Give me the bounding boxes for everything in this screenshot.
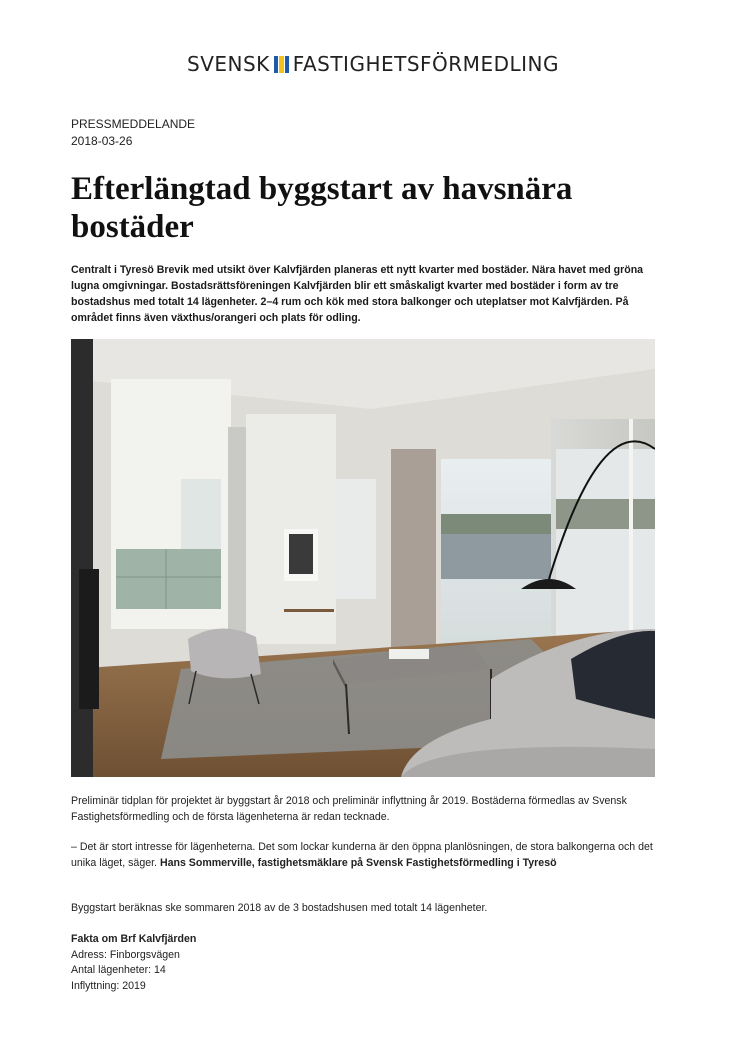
facts-moving-in: Inflyttning: 2019 (71, 979, 146, 992)
logo-text-right: FASTIGHETSFÖRMEDLING (292, 52, 559, 76)
facts-address: Adress: Finborgsvägen (71, 948, 180, 961)
facts-title: Fakta om Brf Kalvfjärden (71, 933, 197, 945)
company-logo (0, 52, 746, 76)
flag-icon (274, 56, 290, 73)
lead-paragraph: Centralt i Tyresö Brevik med utsikt över Kalvfjärden planeras ett nytt kvarter med bostäder. Nära havet med gröna lugna omgivningar. Bostadsrättsföreningen Kalvfjärden blir ett småskaligt kvarter med bostäder i form av tre bostadshus med totalt 14 lägenheter. 2–4 rum och kök med stora balkonger och uteplatser mot Kalvfjärden. På området finns även växthus/orangeri och plats för odling. (71, 264, 644, 324)
body-paragraph-3: Byggstart beräknas ske sommaren 2018 av de 3 bostadshusen med totalt 14 lägenheter. (71, 902, 488, 914)
page-title: Efterlängtad byggstart av havsnära bostäder (71, 171, 573, 245)
quote-attribution: Hans Sommerville, fastighetsmäklare på Svensk Fastighetsförmedling i Tyresö (159, 856, 557, 869)
document-date: 2018-03-26 (71, 134, 133, 148)
body-paragraph-2 (71, 840, 657, 871)
body-paragraph-1: Preliminär tidplan för projektet är byggstart år 2018 och preliminär inflyttning år 2019. Bostäderna förmedlas av Svensk Fastighetsförmedling och de första lägenheterna är redan tecknade. (71, 795, 627, 823)
facts-section (71, 932, 657, 994)
interior-photo (71, 339, 655, 777)
document-type: PRESSMEDDELANDE (71, 117, 196, 131)
quote-text: – Det är stort intresse för lägenheterna. Det som lockar kunderna är den öppna planlösningen, de stora balkongerna och det unika läget, säger. (71, 841, 653, 869)
facts-apartments: Antal lägenheter: 14 (71, 964, 166, 976)
logo-text-left: SVENSK (187, 52, 270, 76)
